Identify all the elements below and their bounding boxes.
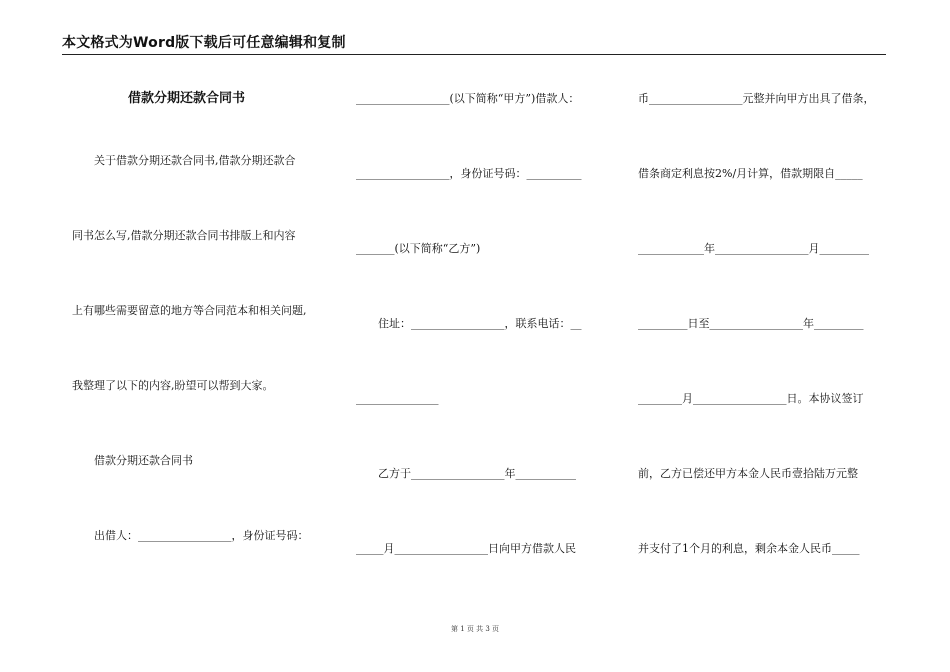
party-a-line: _________________(以下简称“甲方”)借款人： bbox=[356, 92, 580, 105]
paragraph-line: 关于借款分期还款合同书,借款分期还款合 bbox=[72, 154, 296, 167]
date-line: 乙方于_________________年___________ bbox=[356, 467, 576, 480]
id-number-line: _________________，身份证号码：__________ bbox=[356, 167, 582, 180]
date-line: _____月_________________日向甲方借款人民 bbox=[356, 542, 576, 555]
paragraph-line: 我整理了以下的内容,盼望可以帮到大家。 bbox=[72, 379, 274, 392]
document-title: 借款分期还款合同书 bbox=[128, 91, 246, 106]
repayment-line: 前，乙方已偿还甲方本金人民币壹拾陆万元整 bbox=[638, 467, 858, 480]
blank-line: _______________ bbox=[356, 392, 439, 405]
interest-line: 借条商定利息按2%/月计算，借款期限自_____ bbox=[638, 167, 863, 180]
text-column-1 bbox=[72, 85, 322, 615]
lender-field-line: 出借人：_________________，身份证号码： bbox=[72, 529, 309, 542]
section-heading: 借款分期还款合同书 bbox=[72, 454, 193, 467]
address-phone-line: 住址：_________________，联系电话：__ bbox=[356, 317, 582, 330]
remaining-principal-line: 并支付了1个月的利息，剩余本金人民币_____ bbox=[638, 542, 860, 555]
page-number: 第 1 页 共 3 页 bbox=[450, 625, 500, 633]
header-title: 本文格式为Word版下载后可任意编辑和复制 bbox=[62, 35, 346, 51]
period-date-line: ____________年_________________月_________ bbox=[638, 242, 869, 255]
paragraph-line: 上有哪些需要留意的地方等合同范本和相关问题, bbox=[72, 304, 307, 317]
period-date-line: _________日至_________________年_________ bbox=[638, 317, 864, 330]
paragraph-line: 同书怎么写,借款分期还款合同书排版上和内容 bbox=[72, 229, 296, 242]
text-column-2 bbox=[356, 85, 606, 615]
page-header bbox=[62, 34, 886, 55]
period-date-line: ________月_________________日。本协议签订 bbox=[638, 392, 864, 405]
amount-line: 币_________________元整并向甲方出具了借条， bbox=[638, 92, 875, 105]
party-b-line: _______(以下简称“乙方”) bbox=[356, 242, 481, 255]
text-column-3 bbox=[638, 85, 888, 615]
